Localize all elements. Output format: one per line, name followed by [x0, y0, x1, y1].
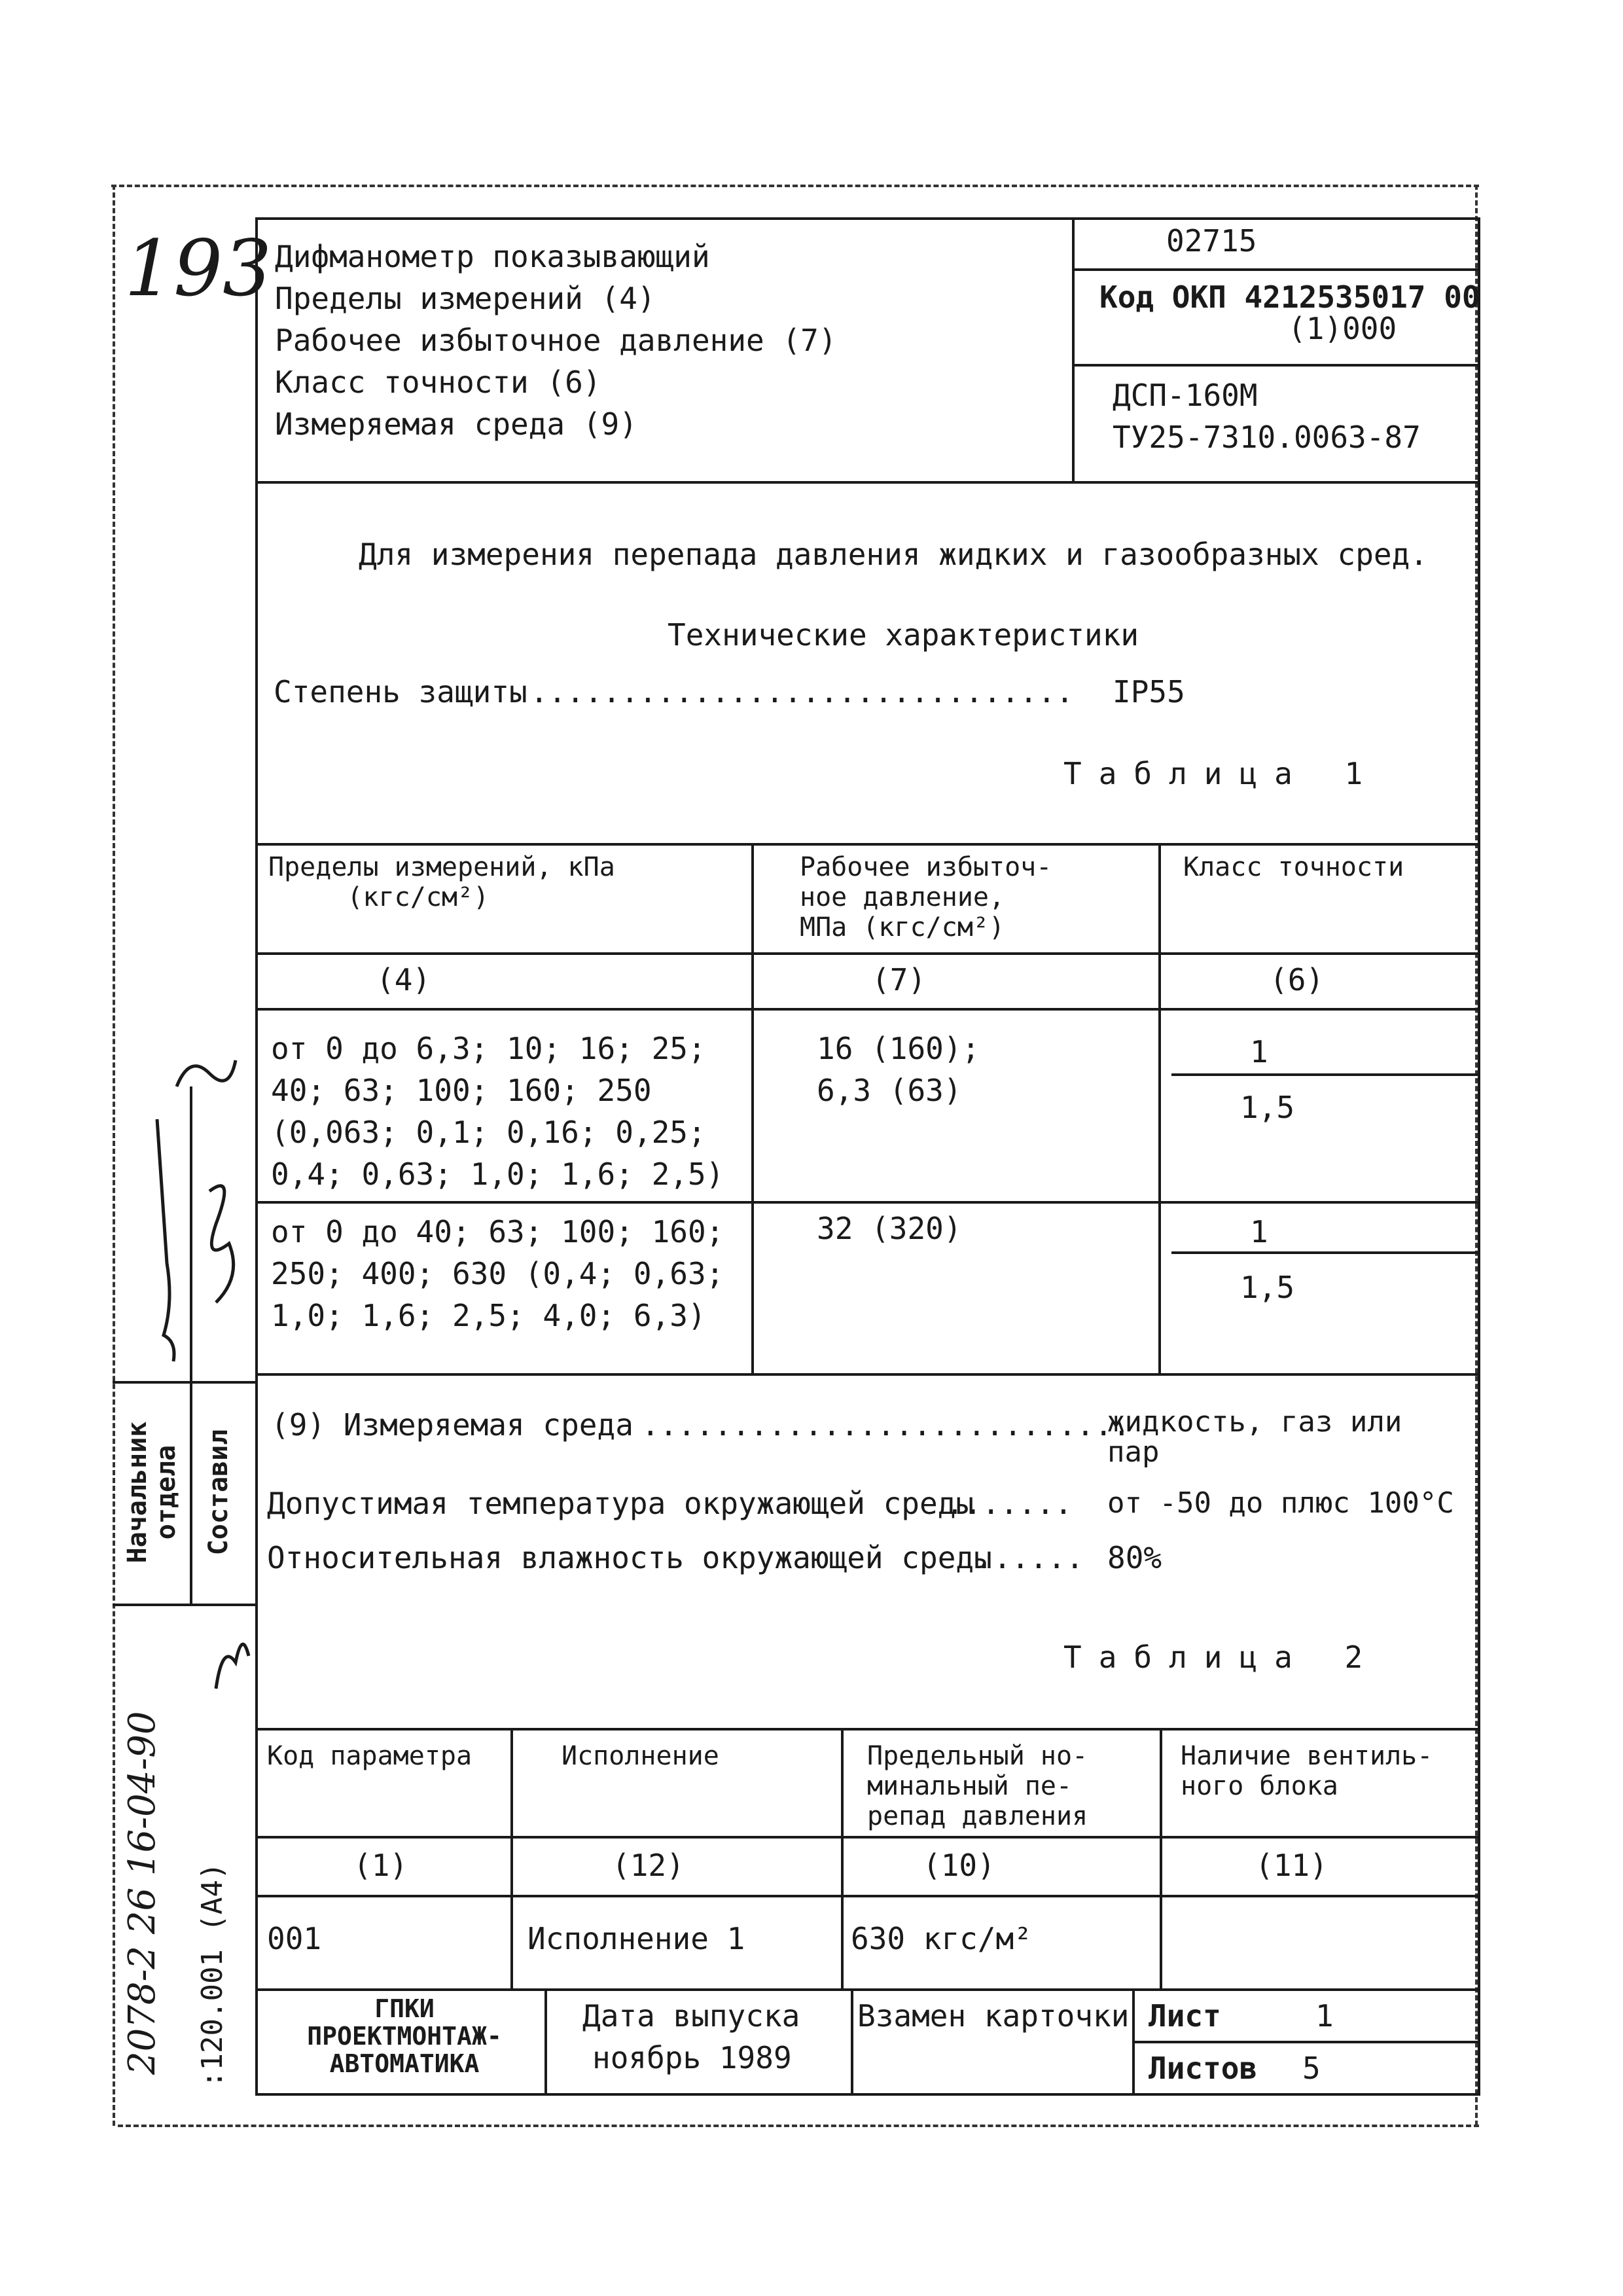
- table1-row1-class-b: 1,5: [1240, 1090, 1295, 1125]
- okp-code: Код ОКП 4212535017 00: [1099, 279, 1480, 315]
- outer-border-left: [113, 185, 115, 2126]
- spec-humidity-dots: ......: [975, 1540, 1084, 1575]
- table2-header-execution: Исполнение: [562, 1741, 719, 1771]
- table1-header-bottom: [255, 952, 1480, 955]
- table1-row2-pressure: 32 (320): [817, 1211, 962, 1246]
- spec-medium-value: жидкость, газ или пар: [1107, 1405, 1402, 1469]
- side-doc-code: :120.001 (А4): [196, 1862, 229, 2088]
- table2-caption: Таблица 2: [1063, 1640, 1380, 1675]
- table1-row2-limits: от 0 до 40; 63; 100; 160; 250; 400; 630 (0,4; 0,63; 1,0; 1,6; 2,5; 4,0; 6,3): [271, 1214, 724, 1333]
- spec-medium-label: (9) Измеряемая среда: [271, 1407, 633, 1443]
- footer-replace-label: Взамен карточки: [857, 1998, 1130, 2034]
- table2-code-11: (11): [1255, 1848, 1328, 1883]
- table1-row1-class-divider: [1171, 1073, 1480, 1076]
- table2-col2-divider: [841, 1728, 844, 1988]
- table1-header-pressure: Рабочее избыточ- ное давление, МПа (кгс/см²): [800, 852, 1052, 942]
- table1-row1-pressure: 16 (160); 6,3 (63): [817, 1031, 980, 1108]
- table1-col1-divider: [751, 843, 754, 1373]
- footer-div-1: [544, 1990, 547, 2093]
- frame-left: [255, 217, 258, 2094]
- table1-col2-divider: [1158, 843, 1161, 1373]
- handwritten-signatures: [137, 1028, 255, 1381]
- footer-sheets-value: 5: [1302, 2051, 1321, 2086]
- header-title-line-4: Класс точности (6): [275, 365, 601, 400]
- side-head-label: Начальник отдела: [122, 1421, 181, 1564]
- header-divider: [1072, 217, 1075, 481]
- side-strip-top: [113, 1381, 255, 1384]
- footer-sheet-divider: [1132, 2041, 1480, 2043]
- table1-code-limits: (4): [376, 962, 431, 997]
- header-bottom: [255, 481, 1480, 484]
- side-strip-bottom: [113, 1604, 255, 1606]
- header-title-line-5: Измеряемая среда (9): [275, 406, 637, 442]
- table1-row1-class-a: 1: [1250, 1034, 1268, 1069]
- code-number: 02715: [1166, 223, 1257, 259]
- spec-temperature-dots: .......: [946, 1486, 1073, 1521]
- tu-number: ТУ25-7310.0063-87: [1113, 420, 1421, 455]
- spec-humidity-value: 80%: [1107, 1540, 1162, 1575]
- header-title-line-2: Пределы измерений (4): [275, 281, 656, 316]
- protection-value: IP55: [1113, 674, 1185, 709]
- table2-code-12: (12): [612, 1848, 685, 1883]
- purpose-text: Для измерения перепада давления жидких и газообразных сред.: [359, 537, 1428, 572]
- footer-div-2: [851, 1990, 853, 2093]
- spec-temperature-value: от -50 до плюс 100°С: [1107, 1486, 1454, 1520]
- frame-right: [1478, 217, 1480, 2094]
- table1-caption: Таблица 1: [1063, 756, 1380, 791]
- spec-temperature-label: Допустимая температура окружающей среды: [267, 1486, 974, 1521]
- table2-col3-divider: [1160, 1728, 1162, 1988]
- outer-border-bottom: [118, 2125, 1479, 2127]
- table1-row2-class-a: 1: [1250, 1214, 1268, 1249]
- footer-organization: ГПКИ ПРОЕКТМОНТАЖ- АВТОМАТИКА: [307, 1994, 502, 2078]
- table2-top: [255, 1728, 1480, 1731]
- table1-header-class: Класс точности: [1183, 852, 1404, 882]
- code-divider-1: [1072, 268, 1480, 271]
- table2-row-drop: 630 кгс/м²: [851, 1921, 1032, 1956]
- footer-bottom: [255, 2093, 1480, 2096]
- table2-header-valve: Наличие вентиль- ного блока: [1181, 1741, 1433, 1801]
- table2-row-execution: Исполнение 1: [527, 1921, 745, 1956]
- header-title-line-1: Дифманометр показывающий: [275, 239, 710, 274]
- model-name: ДСП-160М: [1113, 378, 1258, 413]
- table2-col1-divider: [510, 1728, 513, 1988]
- footer-release-value: ноябрь 1989: [592, 2040, 792, 2075]
- protection-label: Степень защиты: [274, 674, 527, 709]
- table2-codes-bottom: [255, 1895, 1480, 1897]
- table1-codes-bottom: [255, 1008, 1480, 1011]
- protection-dots: ..............................: [530, 674, 1074, 709]
- footer-release-label: Дата выпуска: [582, 1998, 800, 2034]
- side-stamp-note: 2078-2 26 16-04-90: [121, 1711, 164, 2075]
- header-title-line-3: Рабочее избыточное давление (7): [275, 323, 837, 358]
- table1-bottom: [255, 1373, 1480, 1376]
- table2-header-bottom: [255, 1836, 1480, 1839]
- spec-humidity-label: Относительная влажность окружающей среды: [267, 1540, 992, 1575]
- side-initials-signature: [203, 1617, 255, 1695]
- footer-sheet-value: 1: [1315, 1998, 1334, 2034]
- okp-code-suffix: (1)000: [1288, 311, 1397, 346]
- table2-header-code: Код параметра: [267, 1741, 473, 1771]
- table1-top: [255, 843, 1480, 846]
- table2-header-drop: Предельный но- минальный пе- репад давления: [867, 1741, 1088, 1831]
- outer-border-top: [111, 185, 1479, 187]
- footer-sheet-label: Лист: [1149, 1998, 1221, 2034]
- table1-code-class: (6): [1270, 962, 1325, 997]
- table1-header-limits: Пределы измерений, кПа (кгс/см²): [268, 852, 615, 912]
- table1-row2-class-divider: [1171, 1251, 1480, 1254]
- spec-medium-dots: ...........................: [641, 1407, 1131, 1443]
- table2-bottom: [255, 1988, 1480, 1991]
- table1-row1-bottom: [255, 1201, 1480, 1204]
- table2-row-code: 001: [267, 1921, 322, 1956]
- frame-top: [255, 217, 1480, 220]
- table2-code-10: (10): [923, 1848, 995, 1883]
- table1-row2-class-b: 1,5: [1240, 1270, 1295, 1305]
- code-divider-2: [1072, 364, 1480, 367]
- handwritten-card-number: 193: [124, 223, 272, 314]
- table1-code-pressure: (7): [872, 962, 927, 997]
- table1-row1-limits: от 0 до 6,3; 10; 16; 25; 40; 63; 100; 160; 250 (0,063; 0,1; 0,16; 0,25; 0,4; 0,63; 1,0; 1,6; 2,5): [271, 1031, 724, 1192]
- table2-code-1: (1): [353, 1848, 408, 1883]
- footer-sheets-label: Листов: [1149, 2051, 1258, 2086]
- side-author-label: Составил: [204, 1429, 234, 1556]
- tech-heading: Технические характеристики: [668, 617, 1139, 653]
